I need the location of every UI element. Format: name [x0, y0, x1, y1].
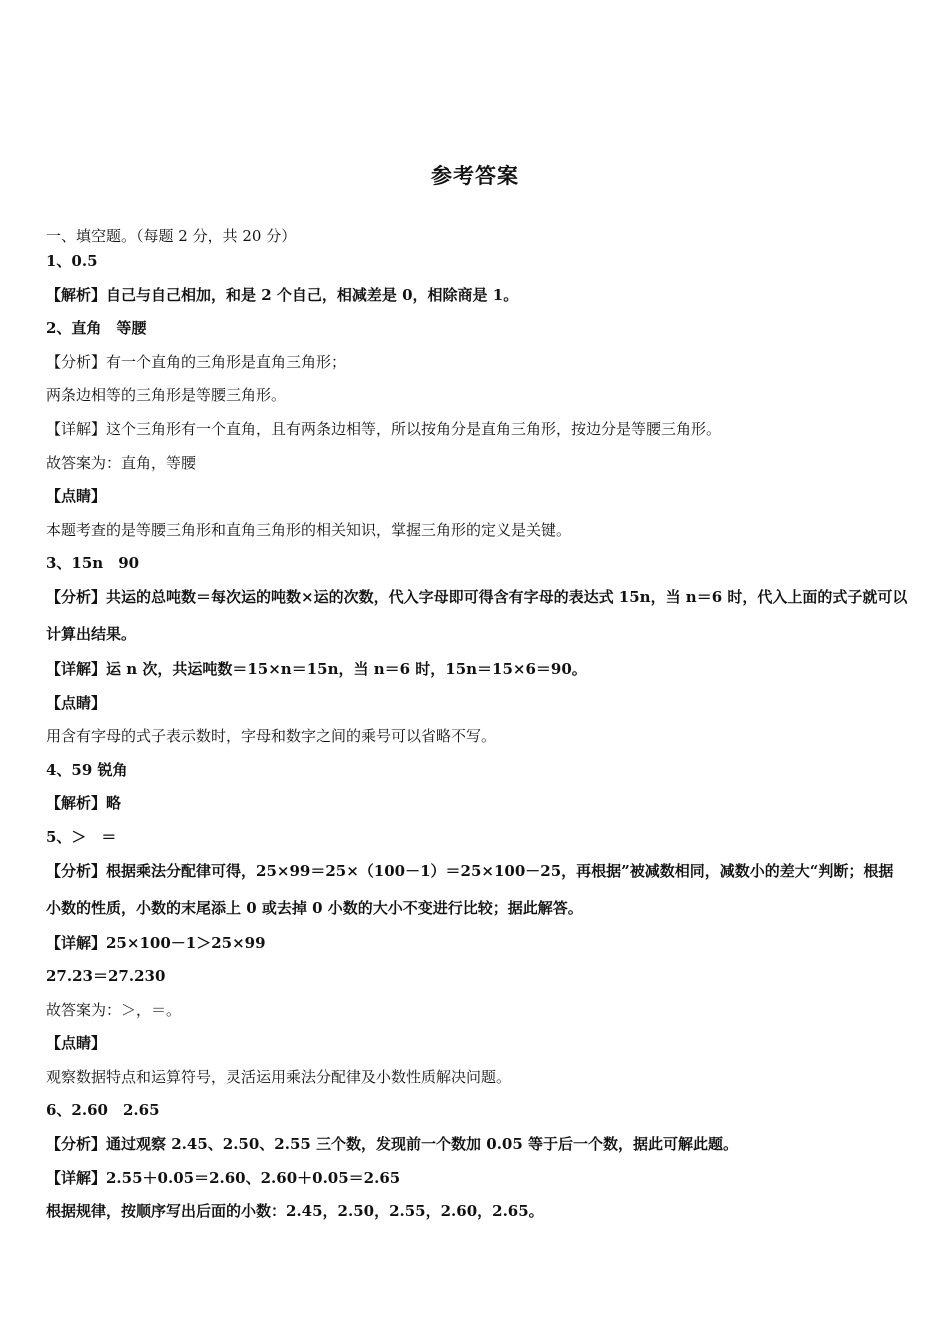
detail-line: 【详解】2.55＋0.05＝2.60、2.60＋0.05＝2.65 — [46, 1168, 401, 1187]
answer-summary: 故答案为：＞，＝。 — [46, 1000, 182, 1019]
detail-line: 【详解】运 n 次，共运吨数＝15×n＝15n，当 n＝6 时，15n＝15×6＝90。 — [46, 659, 587, 678]
comment-heading: 【点睛】 — [46, 693, 107, 712]
answer-line: 6、2.60 2.65 — [46, 1101, 160, 1120]
analysis-line: 【分析】有一个直角的三角形是直角三角形； — [46, 352, 347, 371]
analysis-line: 【分析】共运的总吨数＝每次运的吨数×运的次数，代入字母即可得含有字母的表达式 15n，当 n＝6 时，代入上面的式子就可以计算出结果。 — [46, 587, 908, 643]
analysis-line: 【分析】通过观察 2.45、2.50、2.55 三个数，发现前一个数加 0.05 等于后一个数，据此可解此题。 — [46, 1135, 739, 1154]
comment-line: 用含有字母的式子表示数时，字母和数字之间的乘号可以省略不写。 — [46, 727, 497, 746]
answer-summary: 故答案为：直角，等腰 — [46, 453, 197, 472]
detail-line: 27.23＝27.230 — [46, 967, 166, 986]
answer-line: 2、直角 等腰 — [46, 319, 147, 338]
answer-content — [46, 226, 908, 1235]
comment-heading: 【点睛】 — [46, 487, 107, 506]
comment-line: 本题考查的是等腰三角形和直角三角形的相关知识，掌握三角形的定义是关键。 — [46, 520, 572, 539]
analysis-line: 【分析】根据乘法分配律可得，25×99＝25×（100－1）＝25×100－25，再根据”被减数相同，减数小的差大“判断；根据小数的性质，小数的末尾添上 0 或去掉 0 小数的大小不变进行比较；据此解答。 — [46, 861, 894, 917]
answer-line: 5、＞ ＝ — [46, 827, 117, 846]
answer-line: 3、15n 90 — [46, 554, 140, 573]
summary-line: 根据规律，按顺序写出后面的小数：2.45，2.50，2.55，2.60，2.65。 — [46, 1202, 544, 1221]
answer-line: 4、59 锐角 — [46, 760, 128, 779]
comment-line: 观察数据特点和运算符号，灵活运用乘法分配律及小数性质解决问题。 — [46, 1067, 512, 1086]
analysis-line: 两条边相等的三角形是等腰三角形。 — [46, 386, 287, 405]
detail-line: 【详解】这个三角形有一个直角，且有两条边相等，所以按角分是直角三角形，按边分是等腰三角形。 — [46, 419, 722, 438]
comment-heading: 【点睛】 — [46, 1034, 107, 1053]
explanation-line: 【解析】略 — [46, 794, 122, 813]
answer-line: 1、0.5 — [46, 252, 98, 270]
section-heading: 一、填空题。（每题 2 分，共 20 分） — [46, 227, 297, 245]
explanation-line: 【解析】自己与自己相加，和是 2 个自己，相减差是 0，相除商是 1。 — [46, 285, 519, 304]
page-title: 参考答案 — [431, 163, 519, 188]
detail-line: 【详解】25×100－1＞25×99 — [46, 933, 266, 952]
